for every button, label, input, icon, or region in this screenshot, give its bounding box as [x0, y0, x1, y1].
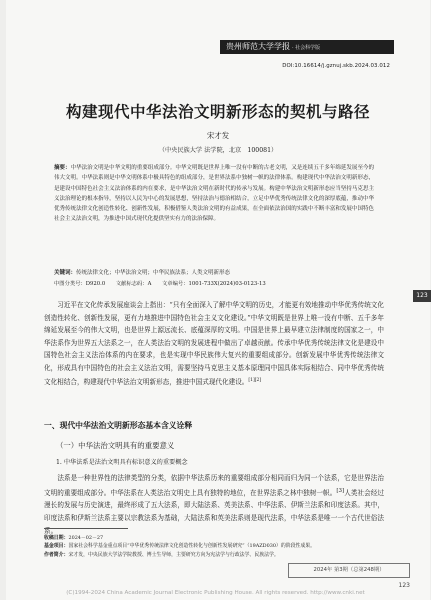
keywords [54, 268, 374, 278]
keywords-label: 关键词： [54, 270, 77, 276]
doi: DOI:10.16614/j.gznuj.skb.2024.03.012 [282, 63, 390, 69]
footnote-block [44, 534, 362, 559]
journal-header-bar [220, 40, 394, 54]
legal-system-text-rest: 人类社会经过漫长的发展与历史演进，最终形成了五大法系，即大陆法系、英美法系、中华法系、伊斯兰法系和印度法系。其中，印度法系和伊斯兰法系主要以宗教法系为基础，大陆法系和英美法系则是现代法系，中华法系是唯一一个古代世俗法系。 [44, 488, 385, 535]
footnote-mark: [2] [254, 377, 262, 383]
article-title: 构建现代中华法治文明新形态的契机与路径 [65, 103, 370, 121]
page-number: 123 [398, 582, 410, 589]
body-paragraph-intro [44, 299, 384, 388]
abstract [54, 163, 374, 225]
issue-info: 2024年 第3期（总第248期） [288, 563, 410, 578]
page-side-tab: 123 [413, 290, 431, 302]
subsection-heading: （一）中华法治文明具有的重要意义 [56, 441, 175, 450]
footnote-mark: [3] [336, 487, 345, 494]
author-bio-label: 作者简介： [44, 551, 69, 558]
article-author: 宋才发 [206, 131, 230, 140]
author-affiliation: （中央民族大学 法学院，北京 100081） [158, 147, 278, 154]
abstract-text: 中华法治文明是中华文明的重要组成部分。中华文明既是世界上唯一没有中断的古老文明，又是连续五千多年绵延发展至今的伟大文明。中华法系则是中华文明体系中极具特色的组成部分，是世界法系中独树一帜的法律体系。构建现代中华法治文明新形态，是建设中国特色社会主义法治体系的内在要求，是中华法治文明在新时代的传承与发展。构建中华法治文明新形态应当坚持马克思主义法治理论的根本指导，坚持以人民为中心的发展思想，坚持法治与德治相结合，立足中华优秀传统法律文化的深厚底蕴，推动中华优秀传统法律文化创造性转化、创新性发展，积极借鉴人类法治文明的有益成果，在全面依法治国的实践中不断丰富和发展中国特色社会主义法治文明，为推进中国式现代化提供坚实有力的法治保障。 [54, 165, 374, 223]
journal-title: 贵州师范大学学报 [226, 42, 290, 51]
classification-line: 中图分类号：D920.0 文献标志码：A 文章编号：1001-733X(2024)03-0123-13 [54, 281, 266, 287]
footnote-mark: [1] [248, 377, 255, 383]
subsubsection-heading: 1. 中华法系是法治文明具有标识意义的重要概念 [56, 459, 188, 466]
legal-system-text: 法系是一种世界性的法律类型的分类，依据中华法系历来的重要组成部分相同而归为同一个法系，它是世界法治文明的重要组成部分。中华法系在人类法治文明史上具有独特的地位，在世界法系之林中独树一帜。 [44, 474, 385, 497]
footnote-divider [44, 528, 128, 529]
keywords-text: 传统法律文化；中华法治文明；中华民族法系；人类文明新形态 [76, 270, 231, 276]
abstract-label: 摘要： [54, 165, 71, 171]
intro-text: 习近平在文化传承发展座谈会上指出：“只有全面深入了解中华文明的历史，才能更有效地推动中华优秀传统文化创造性转化、创新性发展，更有力地推进中国特色社会主义文化建设。”中华文明既是世界上唯一没有中断、五千多年绵延发展至今的伟大文明，也是世界上源远流长、底蕴深厚的文明。中国是世界上最早建立法律制度的国家之一，中华法系作为世界五大法系之一，在人类法治文明的发展进程中做出了卓越贡献。传承中华优秀传统法律文化是建设中国特色社会主义法治体系的内在要求，也是实现中华民族伟大复兴的重要组成部分。创新发展中华优秀传统法律文化，形成具有中国特色的社会主义法治文明，需要坚持马克思主义基本原理同中国具体实际相结合、同中华优秀传统文化相结合，构建现代中华法治文明新形态，推进中国式现代化建设。 [44, 301, 384, 386]
copyright-watermark: (C)1994-2024 China Academic Journal Electronic Publishing House. All rights reserved. http://www.cnki.net [66, 590, 365, 596]
fund-text: 国家社会科学基金重点项目“中华优秀传统法律文化创造性转化与创新性发展研究”（19AZD030）的阶段性成果。 [68, 543, 316, 550]
section-heading: 一、现代中华法治文明新形态基本含义诠释 [44, 421, 193, 430]
received-date: 2024－02－27 [68, 535, 104, 541]
paper-page [6, 0, 430, 600]
received-label: 收稿日期： [44, 535, 69, 541]
journal-subtitle: · 社会科学版 [292, 45, 321, 51]
fund-label: 基金项目： [44, 543, 69, 550]
author-bio: 宋才发，中央民族大学法学院教授、博士生导师，主要研究方向为宪法学与行政法学、民族法学。 [68, 551, 279, 558]
